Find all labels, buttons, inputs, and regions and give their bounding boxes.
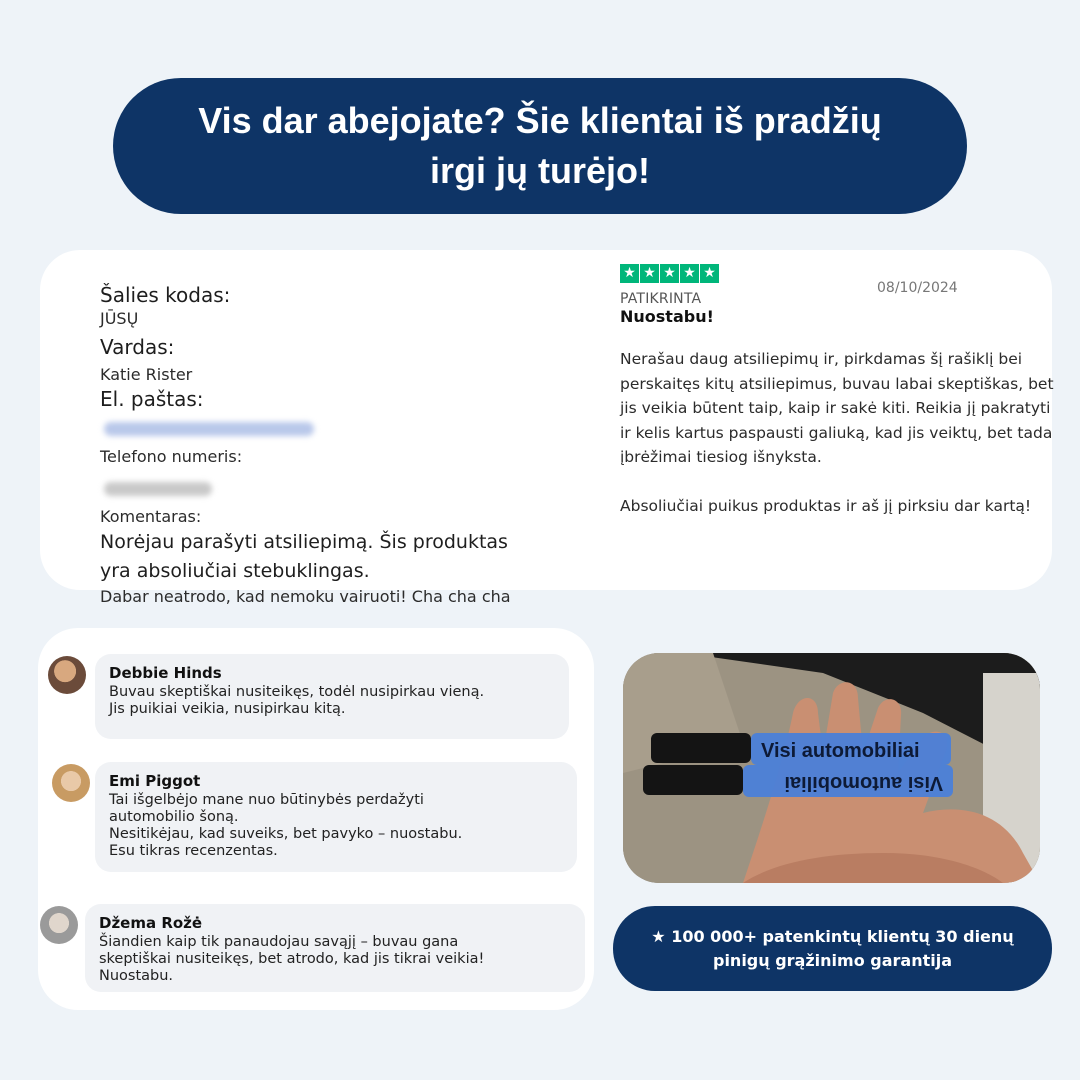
star-rating — [620, 264, 1056, 283]
name-value: Katie Rister — [100, 365, 193, 384]
headline-text: Vis dar abejojate? Šie klientai iš pradžių irgi jų turėjo! — [198, 100, 882, 191]
star-icon: ★ — [680, 264, 699, 283]
guarantee-badge — [613, 906, 1052, 991]
country-label: Šalies kodas: — [100, 283, 231, 307]
pen-label-2: Visi automobiliai — [784, 772, 943, 794]
name-label: Vardas: — [100, 335, 175, 359]
comment-bubble — [95, 654, 569, 739]
comment-line-3: Dabar neatrodo, kad nemoku vairuoti! Cha cha cha — [100, 587, 511, 606]
review-date: 08/10/2024 — [877, 280, 958, 296]
comment-line-1: Norėjau parašyti atsiliepimą. Šis produktas — [100, 531, 508, 553]
social-comments-card — [38, 628, 594, 1010]
comment-line-2: yra absoliučiai stebuklingas. — [100, 560, 370, 582]
pen-label-1: Visi automobiliai — [761, 740, 920, 762]
product-photo — [623, 653, 1040, 883]
country-value: JŪSŲ — [100, 309, 139, 328]
review-form-card — [40, 250, 1054, 606]
comment-bubble — [85, 904, 585, 992]
star-icon: ★ — [700, 264, 719, 283]
phone-value-blurred — [104, 482, 212, 496]
commenter-name: Emi Piggot — [109, 772, 201, 790]
commenter-name: Debbie Hinds — [109, 664, 222, 682]
review-body-closing: Absoliučiai puikus produktas ir aš jį pirksiu dar kartą! — [620, 496, 1032, 515]
phone-label: Telefono numeris: — [100, 447, 243, 466]
pen-1 — [651, 733, 951, 765]
trustpilot-review — [620, 264, 1056, 518]
verified-badge: PATIKRINTA — [620, 291, 702, 307]
star-icon: ★ — [620, 264, 639, 283]
comment-bubble — [95, 762, 577, 872]
comment-text: Tai išgelbėjo mane nuo būtinybės perdažyti automobilio šoną. Nesitikėjau, kad suveiks, bet pavyko – nuostabu. Esu tikras recenzentas. — [109, 792, 463, 859]
avatar — [48, 656, 86, 694]
email-value-blurred — [104, 422, 314, 436]
avatar — [52, 764, 90, 802]
star-icon: ★ — [660, 264, 679, 283]
contact-form-screenshot — [100, 282, 560, 608]
avatar — [40, 906, 78, 944]
review-title: Nuostabu! — [620, 307, 714, 326]
email-label: El. paštas: — [100, 387, 204, 411]
headline-banner — [113, 78, 967, 214]
comment-text: Šiandien kaip tik panaudojau savąjį – buvau gana skeptiškai nusiteikęs, bet atrodo, kad jis tikrai veikia! Nuostabu. — [99, 934, 485, 984]
pen-2 — [643, 765, 953, 797]
guarantee-text: ★ 100 000+ patenkintų klientų 30 dienų pinigų grąžinimo garantija — [651, 926, 1014, 970]
comment-label: Komentaras: — [100, 507, 202, 526]
review-body: Nerašau daug atsiliepimų ir, pirkdamas šį rašiklį bei perskaitęs kitų atsiliepimus, buvau labai skeptiškas, bet jis veikia būtent taip, kaip ir sakė kiti. Reikia jį pakratyti ir kelis kartus paspausti galiuką, kad jis veiktų, bet tada įbrėžimai tiesiog išnyksta. — [620, 350, 1054, 466]
commenter-name: Džema Rožė — [99, 914, 203, 932]
star-icon: ★ — [640, 264, 659, 283]
comment-text: Buvau skeptiškai nusiteikęs, todėl nusipirkau vieną. Jis puikiai veikia, nusipirkau kitą. — [109, 684, 485, 717]
